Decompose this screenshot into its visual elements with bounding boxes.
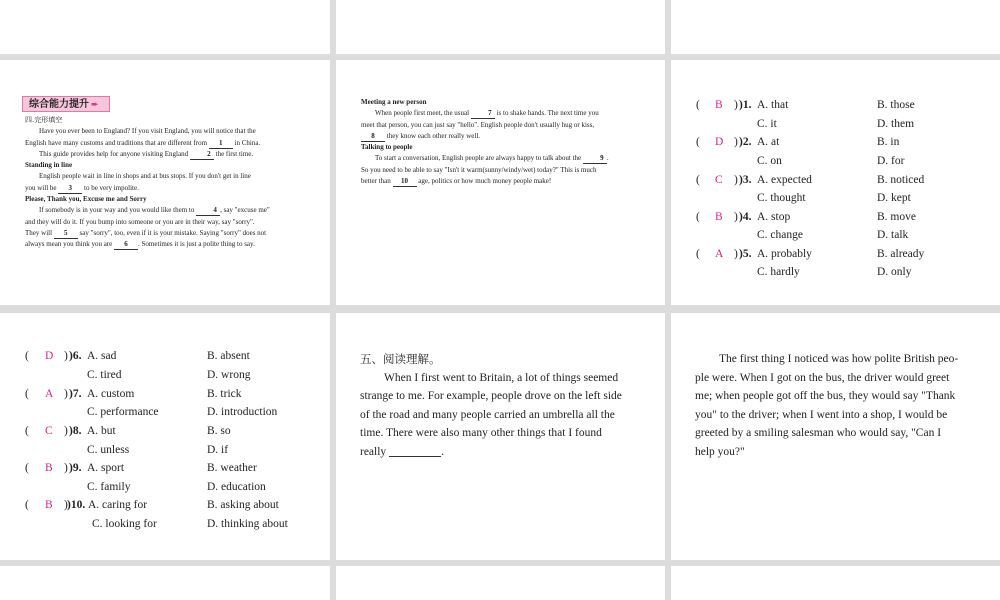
answer-9: B [45,462,53,474]
paragraph: English people wait in line in shops and at bus stops. If you don't get in line [39,172,251,181]
blank-4: 4 [196,206,220,216]
reading-line: time. There were also many other things that I found [360,427,602,440]
answer-5: A [715,248,724,260]
subheading: Meeting a new person [361,98,427,106]
page-card-questions-1-5: ( B ) )1. A. that B. those C. it D. them ( D ) )2. A. at B. in C. on D. for ( C ) )3. A. expected B. noticed C. thought D. kept ( B ) )4. A. stop B. move C. change D. talk ( A ) )5. A. probably B. already C. hardly D. only [671,60,1000,305]
subheading: Talking to people [361,143,413,152]
paragraph: This guide provides help for anyone visiting England 2 the first time. [39,149,254,158]
answer-10: B [45,499,53,511]
answer-1: B [715,99,723,111]
paragraph-cont: you will be 3 to be very impolite. [25,183,139,192]
blank-2: 2 [190,150,214,160]
blank-8: 8 [361,132,385,142]
section-heading: 四.完形填空 [25,116,63,124]
page-card-reading-1 [336,313,665,560]
paragraph-cont: and they will do it. If you bump into someone or you are in their way, say "sorry". [25,217,255,226]
paragraph-cont: They will 5 say "sorry", too, even if it is your mistake. Saying "sorry" does not [25,228,267,237]
page-card-top-right [671,0,1000,54]
paragraph-cont: 8 they know each other really well. [361,131,651,142]
reading-line: me; when people got off the bus, they would say "Thank [695,390,956,403]
blank-7: 7 [471,109,495,119]
reading-line: you" to the driver; when I went into a shop, I would be [695,408,948,421]
answer-3: C [715,174,723,186]
page-card-top-left [0,0,330,54]
blank-1: 1 [209,139,233,149]
answer-blank [389,456,441,457]
paragraph-cont: always mean you think you are 6 . Sometimes it is just a polite thing to say. [25,240,255,249]
paragraph: When people first meet, the usual 7 is to shake hands. The next time you [375,109,599,118]
reading-line: really . [360,445,444,458]
page-card-cloze-continued [336,60,665,305]
paragraph-cont: better than 10 age, politics or how much money people make! [361,177,552,186]
paragraph: To start a conversation, English people are always happy to talk about the 9 . [375,154,609,163]
paragraph: Have you ever been to England? If you visit England, you will notice that the [39,127,256,136]
page-card-bottom-right [671,566,1000,600]
answer-7: A [45,388,54,400]
subheading: Please, Thank you, Excuse me and Sorry [25,195,147,204]
cloze-text-continued [361,97,651,187]
arrow-icon: ➨ [91,100,99,110]
page-card-top-middle [336,0,665,54]
page-card-questions-6-10: ( D ) )6. A. sad B. absent C. tired D. wrong ( A ) )7. A. custom B. trick C. performance D. introduction ( C ) )8. A. but B. so C. unless D. if ( B ) )9. A. sport B. weather C. family D. education ( B ) )10. A. caring for B. asking about C. looking for D. thinking about [0,313,330,560]
paragraph-cont: English have many customs and traditions that are different from 1 in China. [25,138,261,147]
paragraph: If somebody is in your way and you would like them to 4 , say "excuse me" [39,206,270,215]
answer-8: C [45,425,53,437]
blank-10: 10 [393,177,417,187]
blank-9: 9 [583,154,607,164]
paragraph-cont: So you need to be able to say "Isn't it warm(sunny/windy/wet) today?" This is much [361,165,597,174]
reading-line: of the road and many people carried an umbrella all the [360,408,615,421]
reading-line: greeted by a smiling salesman who would say, "Can I [695,427,942,440]
page-card-bottom-middle [336,566,665,600]
cloze-text [25,115,313,251]
reading-line: strange to me. For example, people drove on the left side [360,390,622,403]
reading-line: help you?" [695,445,745,458]
answer-2: D [715,136,724,148]
blank-5: 5 [54,229,78,239]
blank-3: 3 [58,184,82,194]
subheading: Standing in line [25,161,73,170]
answer-6: D [45,350,54,362]
reading-line: The first thing I noticed was how polite British peo- [719,353,959,365]
reading-passage [360,350,645,462]
section-title: 五、阅读理解。 [360,352,441,366]
page-card-reading-2 [671,313,1000,560]
answer-4: B [715,211,723,223]
reading-passage-continued [695,350,980,462]
paragraph-cont: meet that person, you can just say "hello". English people don't usually hug or kiss, [361,120,595,129]
reading-line: ple were. When I got on the bus, the driver would greet [695,371,950,384]
page-card-cloze-passage [0,60,330,305]
blank-6: 6 [114,240,138,250]
section-banner: 综合能力提升 ➨ [22,96,110,112]
page-card-bottom-left [0,566,330,600]
reading-line: When I first went to Britain, a lot of things seemed [384,371,619,384]
